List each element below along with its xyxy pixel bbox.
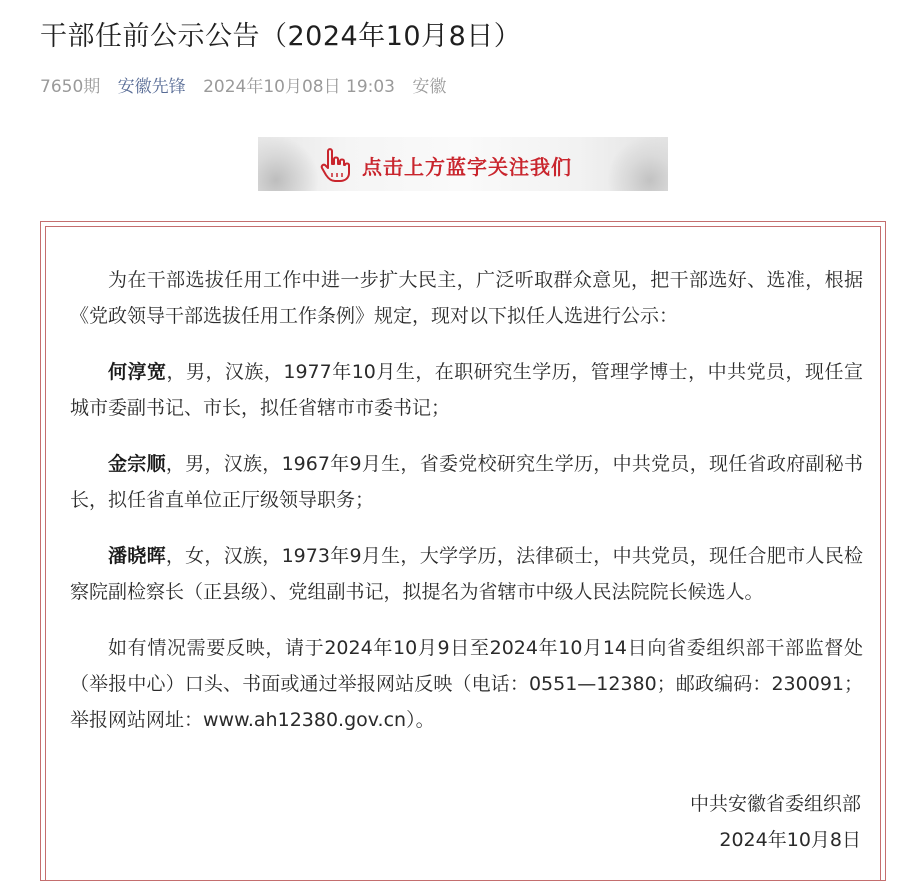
publish-datetime: 2024年10月08日 19:03	[203, 77, 396, 97]
candidate-details: ，男，汉族，1977年10月生，在职研究生学历，管理学博士，中共党员，现任宣城市委副书记、市长，拟任省辖市市委书记；	[70, 361, 863, 419]
candidate-details: ，女，汉族，1973年9月生，大学学历，法律硕士，中共党员，现任合肥市人民检察院副检察长（正县级）、党组副书记，拟提名为省辖市中级人民法院院长候选人。	[70, 545, 863, 603]
banner-decoration-left	[258, 137, 318, 191]
candidate-paragraph	[70, 354, 863, 426]
candidate-name: 潘晓晖	[108, 545, 166, 567]
announcement-body	[70, 262, 863, 758]
intro-paragraph	[70, 262, 863, 334]
article-title: 干部任前公示公告（2024年10月8日）	[40, 21, 522, 52]
article-meta	[40, 72, 458, 97]
candidate-name: 金宗顺	[108, 453, 166, 475]
signature-block	[690, 786, 861, 858]
contact-paragraph	[70, 630, 863, 738]
candidate-name: 何淳宽	[108, 361, 167, 383]
paragraph-text: 为在干部选拔任用工作中进一步扩大民主，广泛听取群众意见，把干部选好、选准，根据《党政领导干部选拔任用工作条例》规定，现对以下拟任人选进行公示：	[70, 269, 863, 327]
follow-banner[interactable]	[258, 137, 668, 191]
signature-org: 中共安徽省委组织部	[689, 793, 861, 815]
publish-location: 安徽	[412, 77, 447, 97]
paragraph-text: 如有情况需要反映，请于2024年10月9日至2024年10月14日向省委组织部干部监督处（举报中心）口头、书面或通过举报网站反映（电话：0551—12380；邮政编码：230091；举报网站网址：www.ah12380.gov.cn）。	[70, 637, 863, 731]
account-link[interactable]: 安徽先锋	[117, 77, 186, 97]
follow-cta-text: 点击上方蓝字关注我们	[362, 155, 572, 179]
candidate-details: ，男，汉族，1967年9月生，省委党校研究生学历，中共党员，现任省政府副秘书长，拟任省直单位正厅级领导职务；	[70, 453, 863, 511]
issue-number: 7650期	[40, 77, 101, 97]
candidate-paragraph	[70, 446, 863, 518]
candidate-paragraph	[70, 538, 863, 610]
signature-date: 2024年10月8日	[719, 829, 861, 851]
pointing-hand-icon	[320, 147, 352, 183]
banner-decoration-right	[608, 137, 668, 191]
